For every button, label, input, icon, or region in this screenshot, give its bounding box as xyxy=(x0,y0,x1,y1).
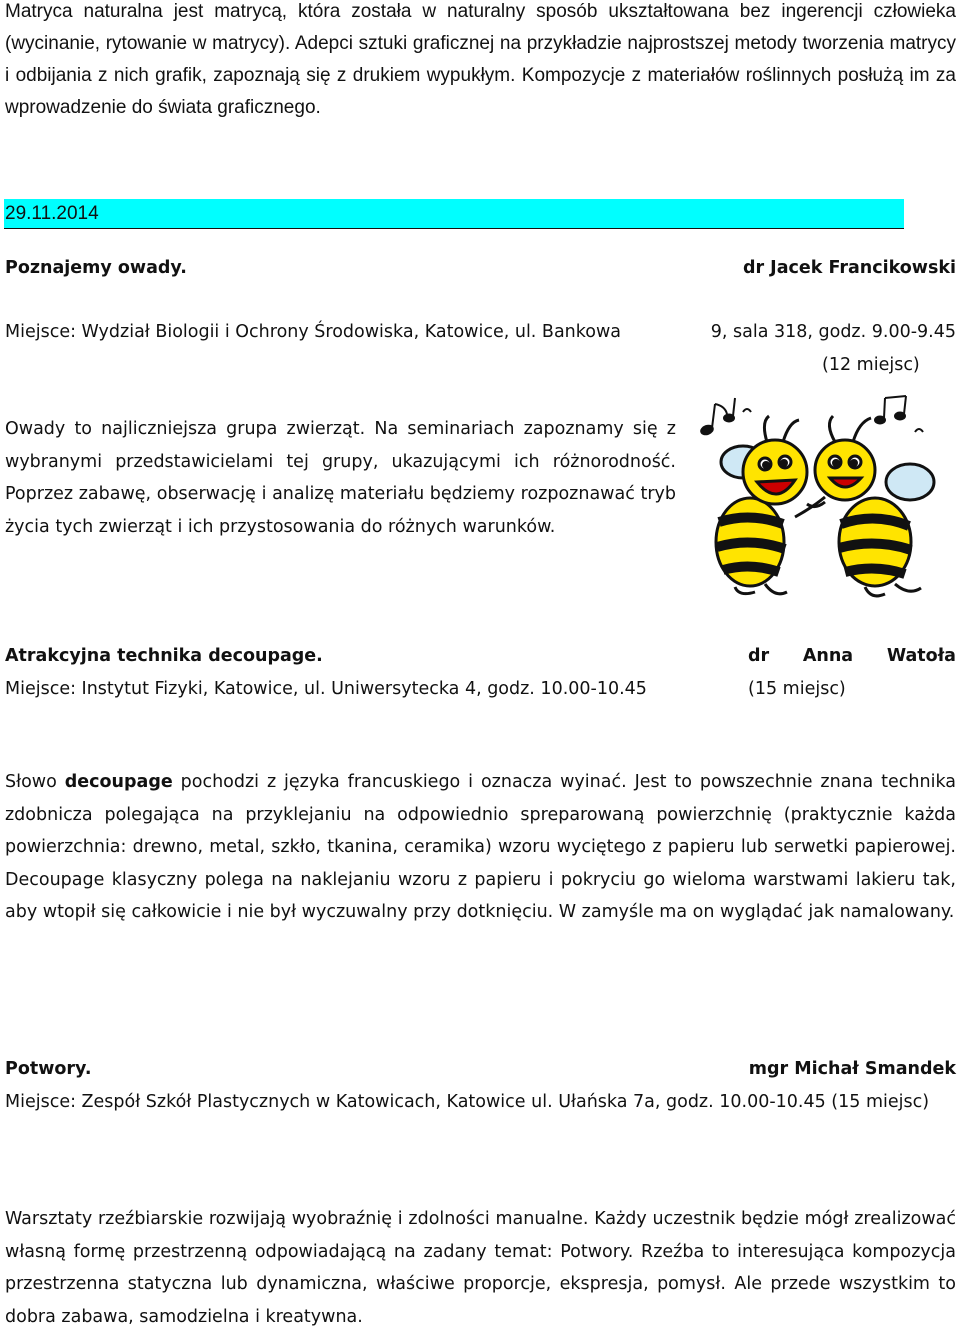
workshop2-desc-prefix: Słowo xyxy=(5,772,65,792)
workshop2-description xyxy=(5,766,956,929)
workshop1-teacher: dr Jacek Francikowski xyxy=(742,258,956,278)
workshop1-header xyxy=(5,252,956,285)
dancing-bees-illustration xyxy=(695,392,957,602)
workshop3-teacher: mgr Michał Smandek xyxy=(748,1059,956,1079)
workshop3-header xyxy=(5,1053,956,1086)
music-notes-icon xyxy=(700,396,923,436)
workshop2-desc-keyword: decoupage xyxy=(64,772,173,792)
workshop1-place-left: Miejsce: Wydział Biologii i Ochrony Środowiska, Katowice, ul. Bankowa xyxy=(5,322,622,342)
workshop2-desc-rest: pochodzi z języka francuskiego i oznacza wyinać. Jest to powszechnie znana technika zdobnicza polegająca na przyklejaniu na odpowiednio spreparowaną powierzchnię (praktycznie każda powierzchnia: drewno, metal, szkło, tkanina, ceramika) wzoru wyciętego z papieru lub serwetki papierowej. Decoupage klasyczny polega na naklejaniu wzoru z papieru i pokryciu go wieloma warstwami lakieru tak, aby wtopił się całkowicie i nie był wyczuwalny przy dotknięciu. W zamyśle ma on wyglądać jak namalowany. xyxy=(5,772,957,922)
workshop3-place: Miejsce: Zespół Szkół Plastycznych w Katowicach, Katowice ul. Ułańska 7a, godz. 10.00-10.45 (15 miejsc) xyxy=(5,1092,930,1112)
workshop2-header xyxy=(5,640,956,673)
workshop1-seats: (12 miejsc) xyxy=(822,355,920,375)
session-date: 29.11.2014 xyxy=(5,203,99,224)
workshop3-description: Warsztaty rzeźbiarskie rozwijają wyobraźnię i zdolności manualne. Każdy uczestnik będzie mógł zrealizować własną formę przestrzenną odpowiadającą na zadany temat: Potwory. Rzeźba to interesująca kompozycja przestrzenna statyczna lub dynamiczna, właściwe proporcje, ekspresja, pomysł. Ale przede wszystkim to dobra zabawa, samodzielna i kreatywna. xyxy=(5,1209,956,1327)
workshop1-place-right: 9, sala 318, godz. 9.00-9.45 xyxy=(710,322,956,342)
workshop2-title: Atrakcyjna technika decoupage. xyxy=(5,646,323,666)
workshop2-teacher: dr Anna Watoła xyxy=(748,646,956,666)
workshop1-title: Poznajemy owady. xyxy=(5,258,187,278)
right-bee-icon xyxy=(807,416,934,596)
workshop2-place: Miejsce: Instytut Fizyki, Katowice, ul. Uniwersytecka 4, godz. 10.00-10.45 xyxy=(5,679,647,699)
workshop2-seats: (15 miejsc) xyxy=(748,679,846,699)
intro-paragraph: Matryca naturalna jest matrycą, która została w naturalny sposób ukształtowana bez ingerencji człowieka (wycinanie, rytowanie w matrycy). Adepci sztuki graficznej na przykładzie najprostszej metody tworzenia matrycy i odbijania z nich grafik, zapoznają się z drukiem wypukłym. Kompozycje z materiałów roślinnych posłużą im za wprowadzenie do świata graficznego. xyxy=(5,1,956,118)
workshop1-place xyxy=(5,316,956,349)
date-highlight-bar xyxy=(4,199,904,229)
workshop1-description: Owady to najliczniejsza grupa zwierząt. Na seminariach zapoznamy się z wybranymi przedstawicielami tej grupy, ukazującymi ich różnorodność. Poprzez zabawę, obserwację i analizę materiału będziemy rozpoznawać tryb życia tych zwierząt i ich przystosowania do różnych warunków. xyxy=(5,419,676,537)
workshop3-title: Potwory. xyxy=(5,1059,92,1079)
